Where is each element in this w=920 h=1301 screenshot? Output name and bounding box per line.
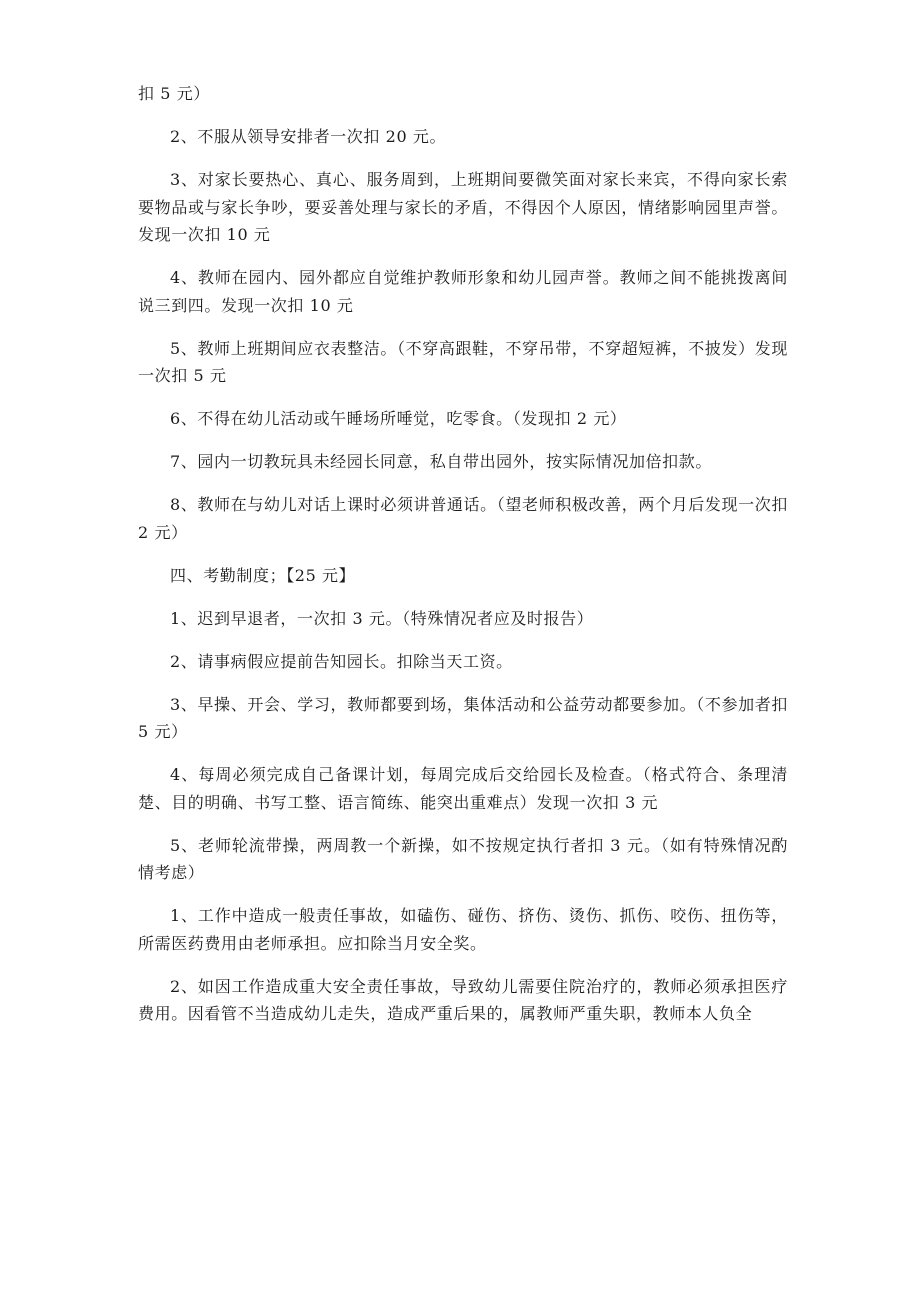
paragraph: 扣 5 元）	[138, 84, 210, 103]
document-body	[138, 80, 788, 1043]
section-heading: 四、考勤制度；【25 元】	[170, 565, 356, 585]
paragraph: 4、教师在园内、园外都应自觉维护教师形象和幼儿园声誉。教师之间不能挑拨离间说三到四。发现一次扣 10 元	[138, 268, 788, 315]
paragraph: 1、工作中造成一般责任事故，如磕伤、碰伤、挤伤、烫伤、抓伤、咬伤、扭伤等，所需医药费用由老师承担。应扣除当月安全奖。	[138, 906, 788, 953]
paragraph: 2、请事病假应提前告知园长。扣除当天工资。	[170, 651, 513, 671]
paragraph: 5、教师上班期间应衣表整洁。（不穿高跟鞋，不穿吊带，不穿超短裤，不披发）发现一次扣 5 元	[138, 338, 788, 385]
paragraph: 4、每周必须完成自己备课计划，每周完成后交给园长及检查。（格式符合、条理清楚、目的明确、书写工整、语言简练、能突出重难点）发现一次扣 3 元	[138, 765, 788, 812]
paragraph: 5、老师轮流带操，两周教一个新操，如不按规定执行者扣 3 元。（如有特殊情况酌情考虑）	[138, 835, 788, 882]
paragraph: 3、早操、开会、学习，教师都要到场，集体活动和公益劳动都要参加。（不参加者扣 5 元）	[138, 694, 788, 741]
paragraph: 6、不得在幼儿活动或午睡场所唾觉，吃零食。（发现扣 2 元）	[170, 409, 627, 428]
paragraph: 2、不服从领导安排者一次扣 20 元。	[170, 127, 447, 146]
paragraph: 7、园内一切教玩具未经园长同意，私自带出园外，按实际情况加倍扣款。	[170, 452, 712, 471]
paragraph: 1、迟到早退者，一次扣 3 元。（特殊情况者应及时报告）	[170, 608, 594, 628]
paragraph: 2、如因工作造成重大安全责任事故，导致幼儿需要住院治疗的，教师必须承担医疗费用。因看管不当造成幼儿走失，造成严重后果的，属教师严重失职，教师本人负全	[138, 976, 788, 1023]
paragraph: 3、对家长要热心、真心、服务周到，上班期间要微笑面对家长来宾，不得向家长索要物品或与家长争吵，要妥善处理与家长的矛盾，不得因个人原因，情绪影响园里声誉。发现一次扣 10 元	[138, 170, 788, 244]
paragraph: 8、教师在与幼儿对话上课时必须讲普通话。（望老师积极改善，两个月后发现一次扣 2 元）	[138, 495, 788, 542]
